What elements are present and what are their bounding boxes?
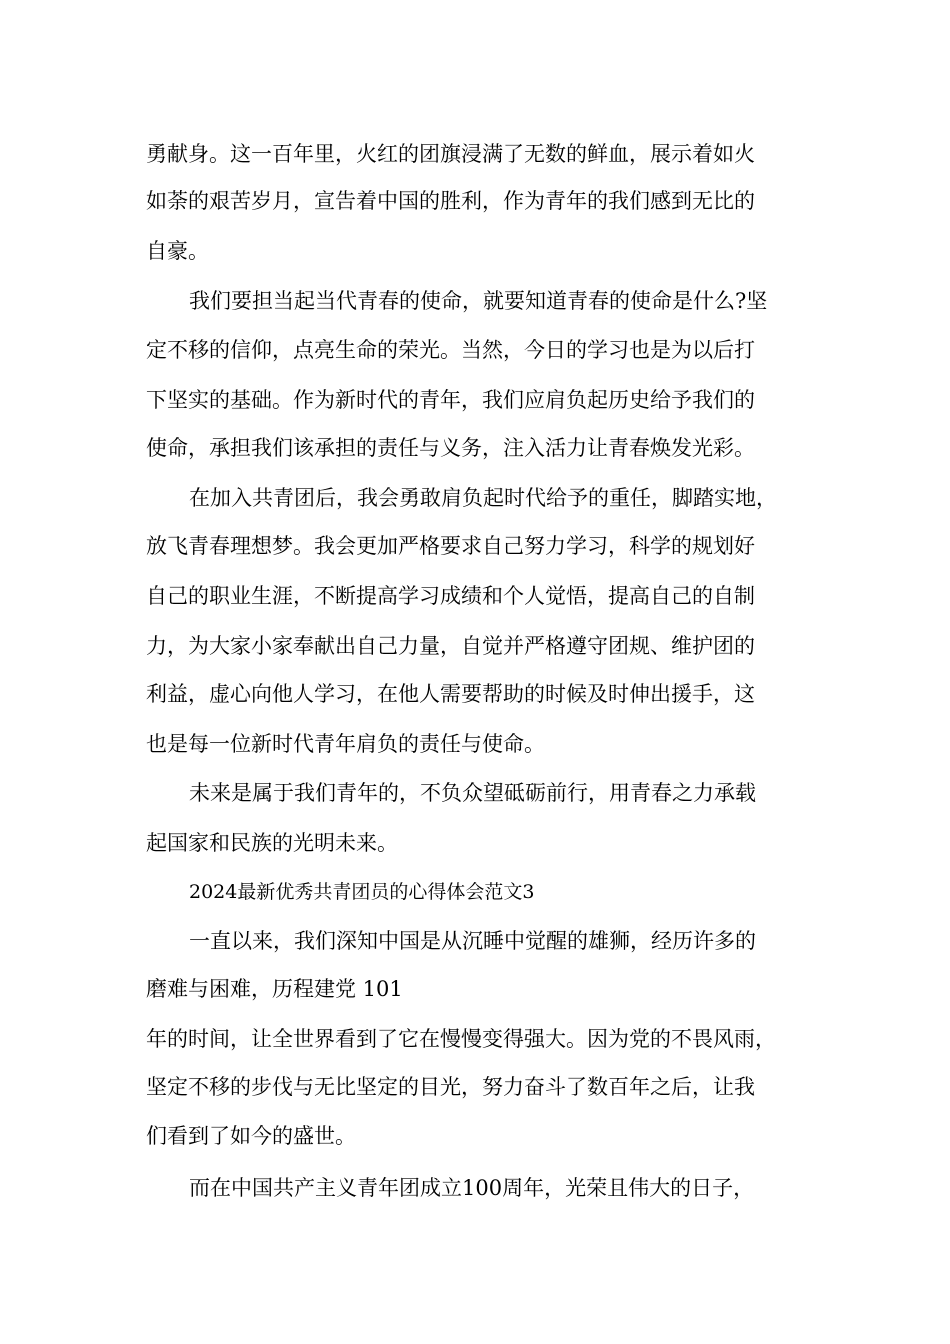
paragraph-line: 使命，承担我们该承担的责任与义务，注入活力让青春焕发光彩。 [146,436,755,460]
paragraph-line: 起国家和民族的光明未来。 [146,831,398,855]
paragraph-line: 如荼的艰苦岁月，宣告着中国的胜利，作为青年的我们感到无比的 [146,189,755,213]
paragraph-line: 利益，虚心向他人学习，在他人需要帮助的时候及时伸出援手，这 [146,682,755,706]
paragraph-line: 在加入共青团后，我会勇敢肩负起时代给予的重任，脚踏实地， [189,486,777,510]
paragraph-line: 磨难与困难，历程建党 101 [146,977,403,1001]
section-heading: 2024最新优秀共青团员的心得体会范文3 [189,881,535,903]
paragraph-line: 勇献身。这一百年里，火红的团旗浸满了无数的鲜血，展示着如火 [146,142,755,166]
paragraph-line: 自豪。 [146,239,209,263]
paragraph-line: 放飞青春理想梦。我会更加严格要求自己努力学习，科学的规划好 [146,534,755,558]
paragraph-line: 坚定不移的步伐与无比坚定的目光，努力奋斗了数百年之后，让我 [146,1075,755,1099]
paragraph-line: 而在中国共产主义青年团成立100周年，光荣且伟大的日子， [189,1176,755,1200]
paragraph-line: 也是每一位新时代青年肩负的责任与使命。 [146,732,545,756]
paragraph-line: 力，为大家小家奉献出自己力量，自觉并严格遵守团规、维护团的 [146,634,755,658]
paragraph-line: 定不移的信仰，点亮生命的荣光。当然，今日的学习也是为以后打 [146,338,755,362]
paragraph-line: 们看到了如今的盛世。 [146,1124,356,1148]
paragraph-line: 未来是属于我们青年的，不负众望砥砺前行，用青春之力承载 [189,781,756,805]
paragraph-line: 自己的职业生涯，不断提高学习成绩和个人觉悟，提高自己的自制 [146,584,755,608]
paragraph-line: 一直以来，我们深知中国是从沉睡中觉醒的雄狮，经历许多的 [189,929,756,953]
paragraph-line: 年的时间，让全世界看到了它在慢慢变得强大。因为党的不畏风雨， [146,1027,776,1051]
paragraph-line: 我们要担当起当代青春的使命，就要知道青春的使命是什么?坚 [189,289,768,313]
paragraph-line: 下坚实的基础。作为新时代的青年，我们应肩负起历史给予我们的 [146,388,755,412]
